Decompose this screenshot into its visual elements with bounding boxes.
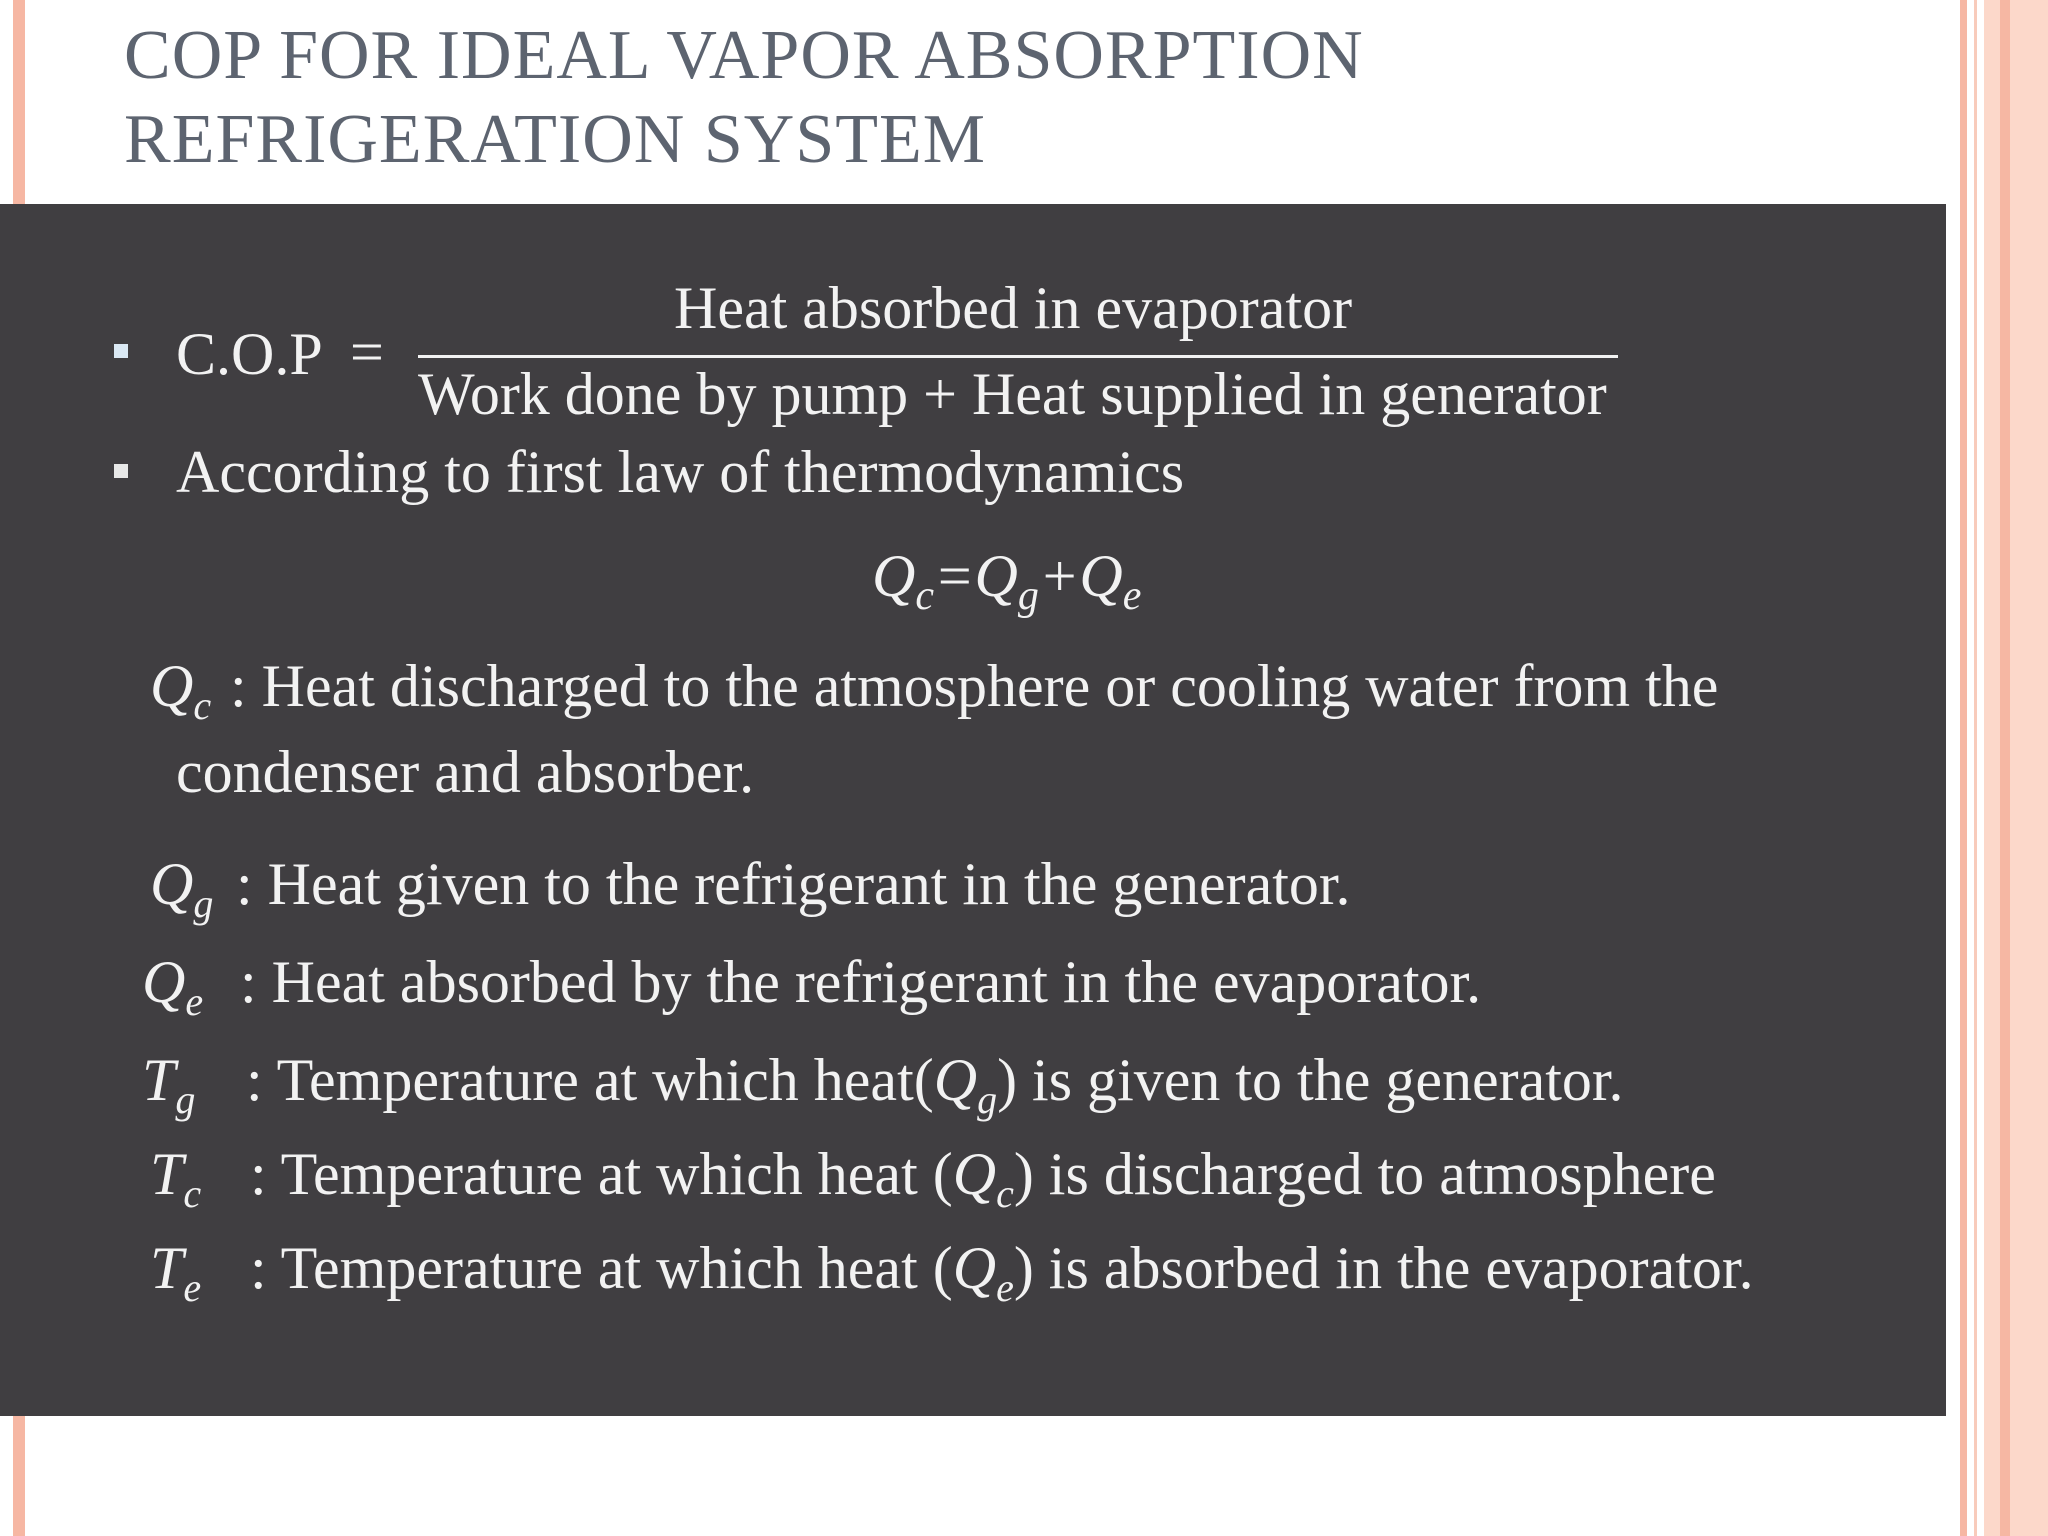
symbol-letter: Q	[150, 653, 194, 719]
fraction-numerator: Heat absorbed in evaporator	[674, 275, 1353, 341]
right-accent-stripe	[1960, 0, 1967, 1536]
energy-balance-equation	[872, 543, 1142, 619]
slide-title-line-1: COP FOR IDEAL VAPOR ABSORPTION	[124, 17, 1364, 94]
inline-symbol: Q	[952, 1141, 997, 1207]
cop-label: C.O.P	[176, 321, 323, 387]
bullet-square-icon	[114, 464, 128, 478]
definition-text: : Temperature at which heat (	[250, 1141, 953, 1207]
inline-subscript: c	[996, 1171, 1014, 1216]
eq-subscript-g: g	[1017, 573, 1039, 619]
inline-subscript: e	[996, 1265, 1014, 1310]
symbol-qc	[150, 653, 212, 728]
eq-symbol-q: Q	[1079, 543, 1123, 609]
definition-text: : Temperature at which heat (	[250, 1235, 953, 1301]
inline-symbol: Q	[933, 1047, 978, 1113]
symbol-qe	[142, 949, 204, 1024]
right-accent-stripe-outer	[2000, 0, 2010, 1536]
fraction-bar	[418, 355, 1618, 358]
bullet-square-icon	[114, 344, 128, 358]
cop-equals-sign: =	[350, 319, 384, 385]
definition-tg	[246, 1047, 1624, 1122]
first-law-statement: According to first law of thermodynamics	[176, 439, 1185, 505]
definition-te	[250, 1235, 1754, 1310]
eq-symbol-q: Q	[872, 543, 916, 609]
symbol-tc	[150, 1141, 202, 1216]
symbol-letter: T	[150, 1235, 184, 1301]
right-accent-stripe-thin	[1974, 0, 1977, 1536]
right-accent-band	[1984, 0, 2048, 1536]
fraction-denominator: Work done by pump + Heat supplied in generator	[418, 361, 1607, 427]
inline-subscript: g	[977, 1077, 998, 1122]
definition-text: ) is given to the generator.	[997, 1047, 1624, 1113]
symbol-subscript: g	[175, 1077, 196, 1122]
symbol-subscript: c	[193, 683, 212, 728]
definition-qc-line-2: condenser and absorber.	[176, 739, 755, 805]
eq-subscript-c: c	[915, 573, 934, 619]
symbol-subscript: e	[185, 979, 204, 1024]
symbol-subscript: c	[183, 1171, 202, 1216]
eq-plus: +	[1038, 543, 1080, 609]
symbol-tg	[142, 1047, 196, 1122]
symbol-letter: T	[150, 1141, 184, 1207]
eq-subscript-e: e	[1122, 573, 1142, 619]
slide-title-line-2: REFRIGERATION SYSTEM	[124, 101, 987, 178]
definition-tc	[250, 1141, 1716, 1216]
definition-qe: : Heat absorbed by the refrigerant in the evaporator.	[240, 949, 1482, 1015]
symbol-letter: Q	[150, 851, 194, 917]
symbol-qg	[150, 851, 214, 926]
content-image-panel	[0, 204, 1946, 1416]
definition-text: ) is absorbed in the evaporator.	[1013, 1235, 1754, 1301]
definition-text: : Temperature at which heat(	[246, 1047, 934, 1113]
symbol-subscript: g	[193, 881, 214, 926]
definition-text: ) is discharged to atmosphere	[1013, 1141, 1716, 1207]
symbol-te	[150, 1235, 202, 1310]
eq-symbol-q: Q	[974, 543, 1018, 609]
definition-qg: : Heat given to the refrigerant in the generator.	[236, 851, 1351, 917]
inline-symbol: Q	[952, 1235, 997, 1301]
definition-qc-line-1: : Heat discharged to the atmosphere or cooling water from the	[230, 653, 1719, 719]
eq-equals: =	[934, 543, 975, 609]
slide-title	[124, 14, 1924, 182]
symbol-letter: Q	[142, 949, 186, 1015]
symbol-subscript: e	[183, 1265, 202, 1310]
symbol-letter: T	[142, 1047, 176, 1113]
